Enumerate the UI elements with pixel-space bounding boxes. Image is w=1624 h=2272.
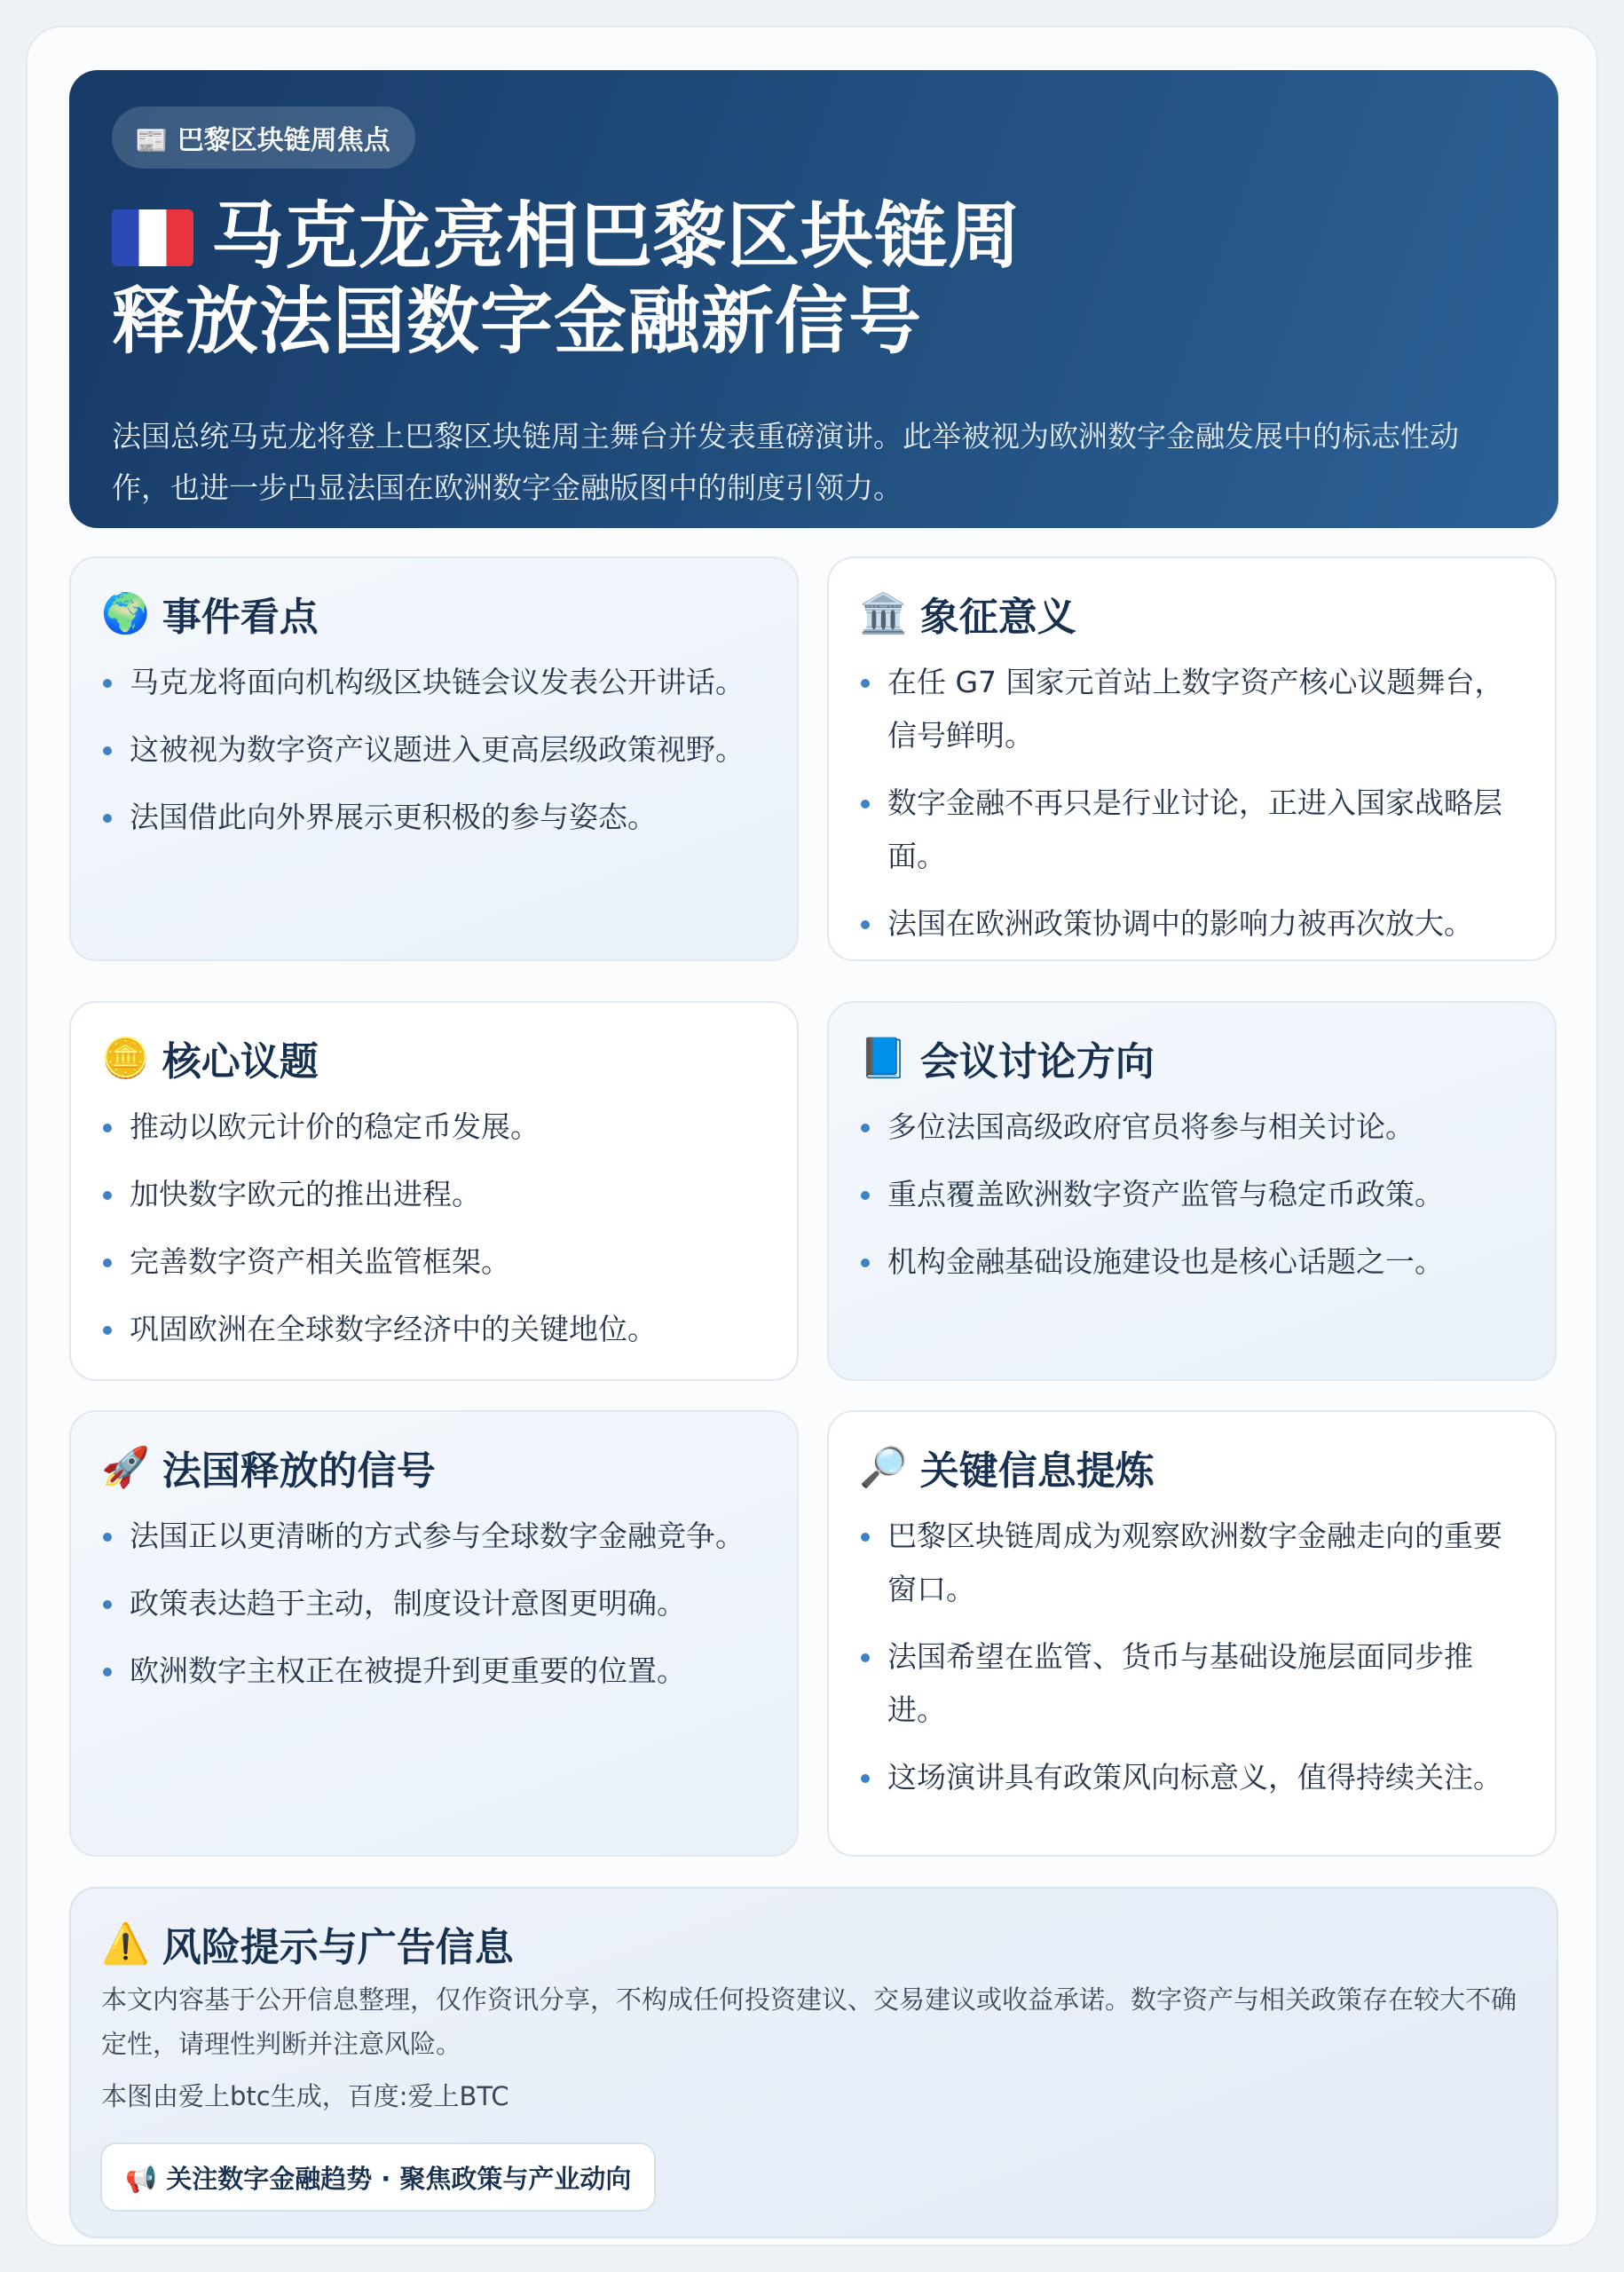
- card-list: [859, 656, 1519, 965]
- magnifier-icon: 🔎: [859, 1445, 908, 1490]
- list-item: 这场演讲具有政策风向标意义，值得持续关注。: [859, 1751, 1519, 1804]
- card-list: [859, 1510, 1519, 1818]
- list-item: 这被视为数字资产议题进入更高层级政策视野。: [101, 723, 761, 777]
- card-list: [859, 1100, 1519, 1303]
- card-title: 🏛️ 象征意义: [859, 591, 1076, 640]
- page-title: [112, 194, 1021, 365]
- card-france-signals: [69, 1410, 799, 1857]
- list-item: 法国借此向外界展示更积极的参与姿态。: [101, 791, 761, 844]
- list-item: 欧洲数字主权正在被提升到更重要的位置。: [101, 1645, 761, 1698]
- list-item: 马克龙将面向机构级区块链会议发表公开讲话。: [101, 656, 761, 709]
- topic-tag: [112, 106, 415, 169]
- hero-banner: [69, 70, 1558, 528]
- list-item: 机构金融基础设施建设也是核心话题之一。: [859, 1235, 1519, 1289]
- card-symbolic-meaning: [827, 556, 1557, 961]
- risk-body: 本文内容基于公开信息整理，仅作资讯分享，不构成任何投资建议、交易建议或收益承诺。数字资产与相关政策存在较大不确定性，请理性判断并注意风险。: [101, 1984, 1518, 2059]
- card-core-topics: [69, 1001, 799, 1381]
- list-item: 法国正以更清晰的方式参与全球数字金融竞争。: [101, 1510, 761, 1563]
- list-item: 多位法国高级政府官员将参与相关讨论。: [859, 1100, 1519, 1154]
- coin-icon: 🪙: [101, 1036, 150, 1081]
- card-event-highlights: [69, 556, 799, 961]
- card-key-takeaways: [827, 1410, 1557, 1857]
- card-title: 📘 会议讨论方向: [859, 1036, 1155, 1085]
- rocket-icon: 🚀: [101, 1445, 150, 1490]
- warning-icon: ⚠️: [101, 1921, 150, 1967]
- card-list: [101, 1100, 761, 1370]
- list-item: 巩固欧洲在全球数字经济中的关键地位。: [101, 1303, 761, 1356]
- title-line-2: 释放法国数字金融新信号: [112, 280, 923, 364]
- card-title: 🪙 核心议题: [101, 1036, 319, 1085]
- card-discussion-directions: [827, 1001, 1557, 1381]
- follow-pill: [100, 2142, 656, 2212]
- list-item: 重点覆盖欧洲数字资产监管与稳定币政策。: [859, 1168, 1519, 1221]
- poster-page: [26, 26, 1598, 2246]
- card-title: 🔎 关键信息提炼: [859, 1445, 1155, 1494]
- list-item: 完善数字资产相关监管框架。: [101, 1235, 761, 1289]
- list-item: 巴黎区块链周成为观察欧洲数字金融走向的重要窗口。: [859, 1510, 1519, 1616]
- blue-book-icon: 📘: [859, 1036, 908, 1081]
- list-item: 政策表达趋于主动，制度设计意图更明确。: [101, 1577, 761, 1630]
- list-item: 在任 G7 国家元首站上数字资产核心议题舞台，信号鲜明。: [859, 656, 1519, 762]
- credit-line: 本图由爱上btc生成，百度:爱上BTC: [101, 2081, 509, 2111]
- list-item: 法国在欧洲政策协调中的影响力被再次放大。: [859, 897, 1519, 951]
- card-list: [101, 656, 761, 858]
- risk-disclaimer-box: [69, 1887, 1558, 2238]
- card-title: 🚀 法国释放的信号: [101, 1445, 436, 1494]
- card-list: [101, 1510, 761, 1712]
- title-line-1: 马克龙亮相巴黎区块链周: [211, 194, 1022, 279]
- list-item: 加快数字欧元的推出进程。: [101, 1168, 761, 1221]
- card-title: 🌍 事件看点: [101, 591, 319, 640]
- list-item: 数字金融不再只是行业讨论，正进入国家战略层面。: [859, 777, 1519, 883]
- list-item: 法国希望在监管、货币与基础设施层面同步推进。: [859, 1630, 1519, 1737]
- follow-pill-label: 📢 关注数字金融趋势 · 聚焦政策与产业动向: [125, 2163, 632, 2194]
- france-flag-icon: [112, 209, 193, 266]
- tag-label: 📰 巴黎区块链周焦点: [135, 125, 390, 156]
- classical-building-icon: 🏛️: [859, 591, 908, 636]
- risk-title: ⚠️ 风险提示与广告信息: [101, 1921, 514, 1970]
- list-item: 推动以欧元计价的稳定币发展。: [101, 1100, 761, 1154]
- globe-icon: 🌍: [101, 591, 150, 636]
- intro-paragraph: 法国总统马克龙将登上巴黎区块链周主舞台并发表重磅演讲。此举被视为欧洲数字金融发展中的标志性动作，也进一步凸显法国在欧洲数字金融版图中的制度引领力。: [112, 419, 1459, 505]
